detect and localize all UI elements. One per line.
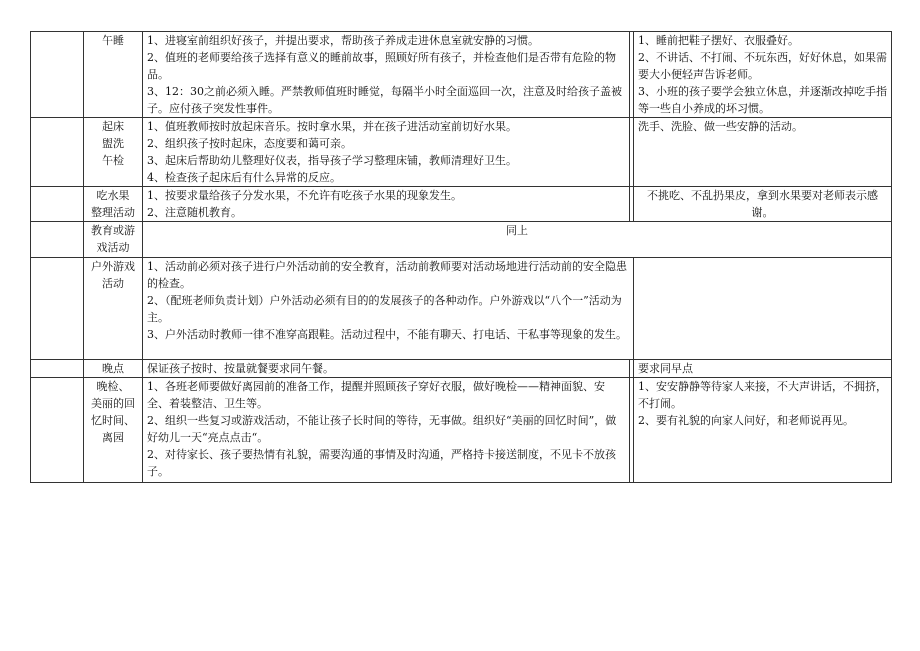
child-requirements-cell — [634, 258, 892, 360]
activity-name-cell: 晚点 — [84, 360, 143, 378]
teacher-requirement: 3、户外活动时教师一律不准穿高跟鞋。活动过程中，不能有聊天、打电话、干私事等现象的发生。 — [147, 328, 627, 341]
blank-cell — [31, 32, 84, 118]
teacher-requirement: 1、按要求量给孩子分发水果，不允许有吃孩子水果的现象发生。 — [147, 189, 462, 202]
child-requirements-cell — [634, 32, 892, 118]
teacher-requirement: 2、组织一些复习或游戏活动，不能让孩子长时间的等待，无事做。组织好“美丽的回忆时间”，做好幼儿一天“亮点点击“。 — [147, 414, 617, 444]
blank-cell — [31, 187, 84, 222]
child-requirements-cell — [634, 378, 892, 483]
teacher-requirement: 1、值班教师按时放起床音乐。按时拿水果，并在孩子进活动室前切好水果。 — [147, 120, 517, 133]
teacher-requirement: 4、检查孩子起床后有什么异常的反应。 — [147, 171, 341, 184]
activity-name-cell: 教育或游 戏活动 — [84, 222, 143, 258]
teacher-requirement: 2、对待家长、孩子要热情有礼貌，需要沟通的事情及时沟通，严格持卡接送制度，不见卡不放孩子。 — [147, 448, 616, 478]
teacher-requirements-cell — [143, 32, 630, 118]
teacher-requirements-cell — [143, 187, 630, 222]
teacher-requirement: 1、各班老师要做好离园前的准备工作，提醒并照顾孩子穿好衣服，做好晚检——精神面貌、安全、着装整洁、卫生等。 — [147, 380, 605, 410]
blank-cell — [31, 118, 84, 187]
blank-cell — [31, 222, 84, 258]
activity-name-cell: 户外游戏 活动 — [84, 258, 143, 360]
child-requirement: 2、要有礼貌的向家人问好，和老师说再见。 — [638, 414, 854, 427]
blank-cell — [31, 360, 84, 378]
table-row — [31, 32, 892, 118]
teacher-requirement: 2、（配班老师负责计划）户外活动必须有目的的发展孩子的各种动作。户外游戏以“八个一”活动为主。 — [147, 294, 622, 324]
activity-name-cell: 起床 盥洗 午检 — [84, 118, 143, 187]
child-requirement: 洗手、洗脸、做一些安静的活动。 — [638, 120, 803, 133]
child-requirements-cell — [634, 118, 892, 187]
activity-name-cell: 午睡 — [84, 32, 143, 118]
blank-cell — [31, 378, 84, 483]
teacher-requirements-cell — [143, 118, 630, 187]
teacher-requirements-cell — [143, 360, 630, 378]
teacher-requirements-cell — [143, 258, 634, 360]
child-requirements-cell — [634, 187, 892, 222]
table-row — [31, 378, 892, 483]
teacher-requirement: 3、12：30之前必须入睡。严禁教师值班时睡觉，每隔半小时全面巡回一次，注意及时给孩子盖被子。应付孩子突发性事件。 — [147, 85, 622, 115]
same-as-above-text: 同上 — [506, 224, 528, 237]
teacher-requirements-cell — [143, 378, 630, 483]
child-requirements-cell — [634, 360, 892, 378]
table-row — [31, 187, 892, 222]
activity-name-cell: 晚检、 美丽的回 忆时间、 离园 — [84, 378, 143, 483]
teacher-requirement: 保证孩子按时、按量就餐要求同午餐。 — [147, 362, 334, 375]
teacher-requirement: 2、组织孩子按时起床，态度要和蔼可亲。 — [147, 137, 352, 150]
table-row — [31, 222, 892, 258]
table-row — [31, 118, 892, 187]
child-requirement: 要求同早点 — [638, 362, 693, 375]
child-requirement: 1、安安静静等待家人来接，不大声讲话，不拥挤，不打闹。 — [638, 380, 887, 410]
table-row — [31, 258, 892, 360]
child-requirement: 1、睡前把鞋子摆好、衣服叠好。 — [638, 34, 799, 47]
child-requirement: 不挑吃、不乱扔果皮，拿到水果要对老师表示感谢。 — [647, 189, 878, 219]
teacher-requirement: 2、值班的老师要给孩子选择有意义的睡前故事，照顾好所有孩子，并检查他们是否带有危险的物品。 — [147, 51, 616, 81]
merged-requirements-cell — [143, 222, 892, 258]
teacher-requirement: 3、起床后帮助幼儿整理好仪表，指导孩子学习整理床铺，教师清理好卫生。 — [147, 154, 517, 167]
table-row — [31, 360, 892, 378]
blank-cell — [31, 258, 84, 360]
teacher-requirement: 2、注意随机教育。 — [147, 206, 242, 219]
teacher-requirement: 1、进寝室前组织好孩子，并提出要求，帮助孩子养成走进休息室就安静的习惯。 — [147, 34, 539, 47]
teacher-requirement: 1、活动前必须对孩子进行户外活动前的安全教育，活动前教师要对活动场地进行活动前的安全隐患的检查。 — [147, 260, 627, 290]
child-requirement: 2、不讲话、不打闹、不玩东西，好好休息，如果需要大小便轻声告诉老师。 — [638, 51, 887, 81]
child-requirement: 3、小班的孩子要学会独立休息，并逐渐改掉吃手指等一些自小养成的坏习惯。 — [638, 85, 887, 115]
daily-routine-table — [30, 31, 892, 483]
activity-name-cell: 吃水果 整理活动 — [84, 187, 143, 222]
